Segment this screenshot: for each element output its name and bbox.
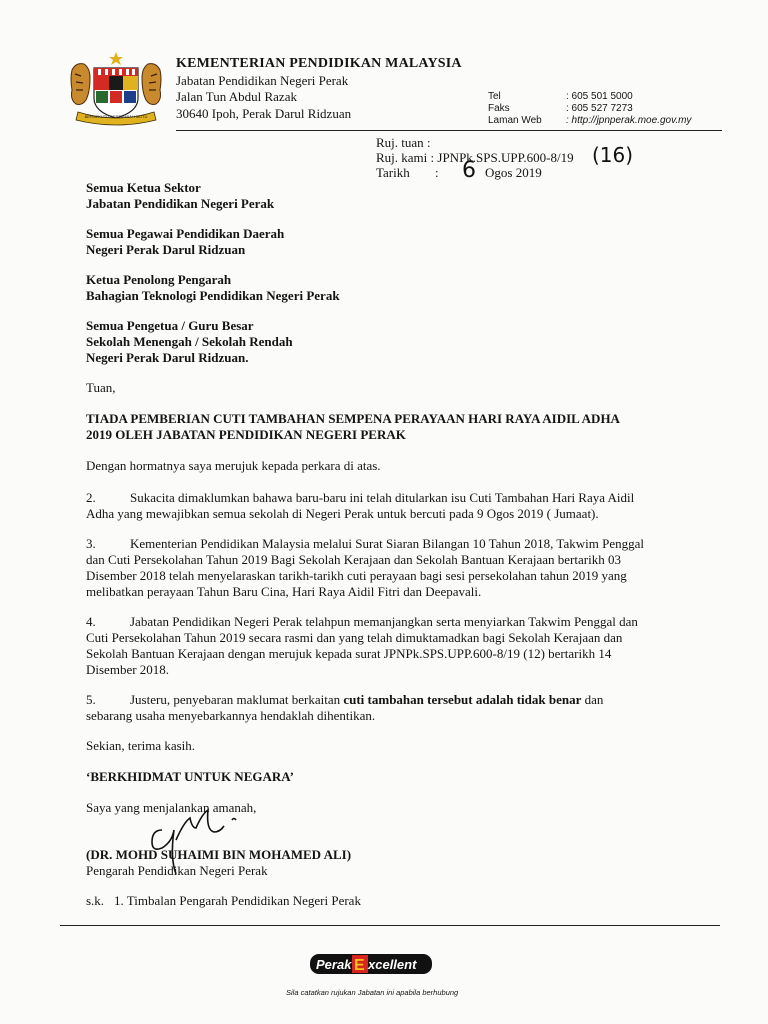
recipient-1-line-1: Semua Ketua Sektor [86, 180, 201, 195]
subject-line-2: 2019 OLEH JABATAN PENDIDIKAN NEGERI PERAK [86, 427, 406, 442]
paragraph-4-line-3: Sekolah Bantuan Kerajaan dengan merujuk kepada surat JPNPk.SPS.UPP.600-8/19 (12) bertarikh 14 [86, 646, 612, 661]
ruj-kami-handwritten-number: (16) [592, 143, 634, 167]
motto: ‘BERKHIDMAT UNTUK NEGARA’ [86, 769, 295, 784]
paragraph-5-line-2: sebarang usaha menyebarkannya hendaklah dihentikan. [86, 708, 376, 723]
address-line-1: Jalan Tun Abdul Razak [176, 89, 297, 104]
logo-text-perak: Perak [316, 957, 352, 972]
contact-label-tel: Tel [488, 91, 501, 102]
paragraph-2-line-2: Adha yang mewajibkan semua sekolah di Negeri Perak untuk bercuti pada 9 Ogos 2019 ( Jumaat). [86, 506, 599, 521]
contact-value-web: : http://jpnperak.moe.gov.my [566, 115, 692, 126]
recipient-3-line-1: Ketua Penolong Pengarah [86, 272, 232, 287]
paragraph-5-text-a: Justeru, penyebaran maklumat berkaitan [130, 692, 344, 707]
paragraph-5-line-1 [130, 692, 603, 707]
paragraph-3-line-1: Kementerian Pendidikan Malaysia melalui Surat Siaran Bilangan 10 Tahun 2018, Takwim Penggal [130, 536, 644, 551]
footer-note: Sila catatkan rujukan Jabatan ini apabila berhubung [286, 988, 459, 997]
tarikh-colon: : [435, 165, 439, 180]
crest-motto: BERSEKUTU BERTAMBAH MUTU [84, 114, 148, 119]
signatory-name: (DR. MOHD SUHAIMI BIN MOHAMED ALI) [86, 847, 352, 862]
recipient-1-line-2: Jabatan Pendidikan Negeri Perak [86, 196, 275, 211]
paragraph-5-text-c: dan [581, 692, 604, 707]
ministry-name: KEMENTERIAN PENDIDIKAN MALAYSIA [176, 56, 462, 71]
cc-item-1: 1. Timbalan Pengarah Pendidikan Negeri Perak [114, 893, 361, 908]
contact-label-fax: Faks [488, 103, 510, 114]
tarikh-value: Ogos 2019 [485, 165, 542, 180]
paragraph-2-number: 2. [86, 490, 96, 505]
paragraph-3-line-4: melibatkan perayaan Tahun Baru Cina, Hari Raya Aidil Fitri dan Deepavali. [86, 584, 482, 599]
department-name: Jabatan Pendidikan Negeri Perak [176, 73, 349, 88]
ruj-kami: Ruj. kami : JPNPk.SPS.UPP.600-8/19 [376, 150, 574, 165]
paragraph-4-line-2: Cuti Persekolahan Tahun 2019 secara rasmi dan yang telah dimuktamadkan bagi Sekolah Kerajaan dan [86, 630, 623, 645]
contact-label-web: Laman Web [488, 115, 542, 126]
contact-value-tel: : 605 501 5000 [566, 91, 633, 102]
logo-text-e: E [354, 957, 365, 974]
tarikh-handwritten-day: 6 [462, 158, 476, 183]
recipient-3-line-2: Bahagian Teknologi Pendidikan Negeri Perak [86, 288, 340, 303]
tarikh-label: Tarikh [376, 165, 410, 180]
paragraph-5-number: 5. [86, 692, 96, 707]
trust-line: Saya yang menjalankan amanah, [86, 800, 257, 815]
paragraph-4-line-1: Jabatan Pendidikan Negeri Perak telahpun memanjangkan serta menyiarkan Takwim Penggal dan [130, 614, 638, 629]
recipient-2-line-1: Semua Pegawai Pendidikan Daerah [86, 226, 285, 241]
paragraph-3-number: 3. [86, 536, 96, 551]
paragraph-4-line-4: Disember 2018. [86, 662, 170, 677]
footer-divider [60, 925, 720, 926]
paragraph-2-line-1: Sukacita dimaklumkan bahawa baru-baru ini telah ditularkan isu Cuti Tambahan Hari Raya Aidil [130, 490, 635, 505]
paragraph-1: Dengan hormatnya saya merujuk kepada perkara di atas. [86, 458, 381, 473]
salutation: Tuan, [86, 380, 116, 395]
recipient-4-line-2: Sekolah Menengah / Sekolah Rendah [86, 334, 293, 349]
paragraph-3-line-3: Disember 2018 telah menyelaraskan tarikh-tarikh cuti perayaan bagi sesi persekolahan tahun 2019 yang [86, 568, 627, 583]
paragraph-4-number: 4. [86, 614, 96, 629]
malaysia-coat-of-arms [66, 50, 166, 126]
subject-line-1: TIADA PEMBERIAN CUTI TAMBAHAN SEMPENA PERAYAAN HARI RAYA AIDIL ADHA [86, 411, 620, 426]
perak-excellent-logo [310, 953, 432, 975]
paragraph-5-emphasis: cuti tambahan tersebut adalah tidak benar [343, 692, 582, 707]
closing-thanks: Sekian, terima kasih. [86, 738, 196, 753]
cc-label: s.k. [86, 893, 105, 908]
paragraph-3-line-2: dan Cuti Persekolahan Tahun 2019 Bagi Sekolah Kerajaan dan Sekolah Bantuan Kerajaan bertarikh 03 [86, 552, 621, 567]
header-divider [176, 130, 722, 131]
recipient-4-line-3: Negeri Perak Darul Ridzuan. [86, 350, 249, 365]
ruj-tuan: Ruj. tuan : [376, 135, 431, 150]
recipient-2-line-2: Negeri Perak Darul Ridzuan [86, 242, 246, 257]
logo-text-xcellent: xcellent [368, 957, 417, 972]
address-line-2: 30640 Ipoh, Perak Darul Ridzuan [176, 106, 352, 121]
contact-value-fax: : 605 527 7273 [566, 103, 633, 114]
signatory-title: Pengarah Pendidikan Negeri Perak [86, 863, 268, 878]
recipient-4-line-1: Semua Pengetua / Guru Besar [86, 318, 254, 333]
